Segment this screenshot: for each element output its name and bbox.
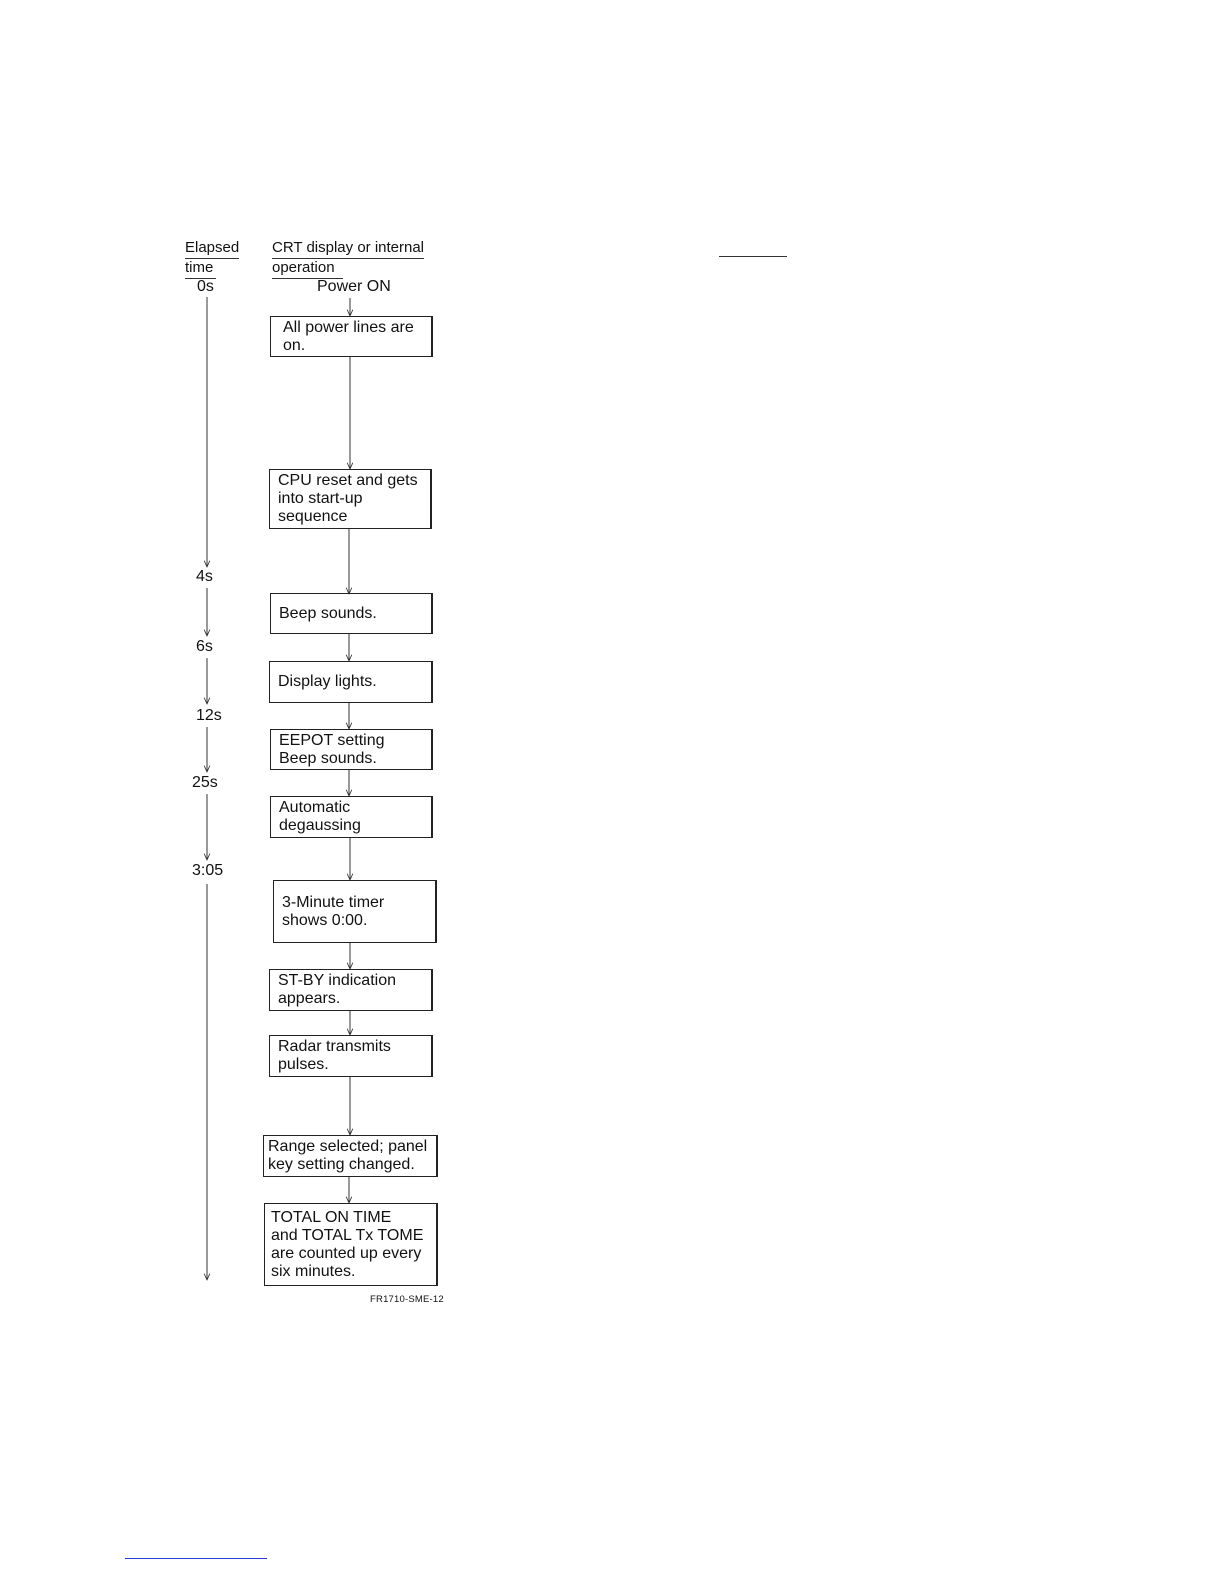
footer-rule <box>125 1558 267 1559</box>
step-line: ST-BY indication <box>278 972 396 989</box>
step-cpu-reset <box>269 469 432 529</box>
step-line: are counted up every <box>271 1244 422 1262</box>
step-beep-sounds <box>270 593 433 634</box>
step-line: and TOTAL Tx TOME <box>271 1226 424 1244</box>
step-line: key setting changed. <box>268 1156 415 1173</box>
step-line: Range selected; panel <box>268 1138 428 1155</box>
step-line: into start-up <box>278 490 363 507</box>
step-line: EEPOT setting <box>279 731 385 749</box>
step-total-on-time <box>264 1203 438 1286</box>
step-automatic-degaussing <box>270 796 433 838</box>
time-label-12s: 12s <box>196 707 222 724</box>
time-label-305: 3:05 <box>192 862 224 879</box>
step-line: Beep sounds. <box>279 749 377 767</box>
step-line: All power lines are <box>283 318 414 336</box>
header-rule <box>719 256 787 257</box>
header-elapsed-line1: Elapsed <box>185 239 239 259</box>
time-label-0s: 0s <box>197 278 214 295</box>
time-label-25s: 25s <box>192 774 218 791</box>
step-3-minute-timer <box>273 880 437 943</box>
step-eepot-setting <box>270 729 433 770</box>
step-line: on. <box>283 336 306 354</box>
step-line: CPU reset and gets <box>278 472 418 489</box>
step-line: 3-Minute timer <box>282 893 385 911</box>
header-crt-line1: CRT display or internal <box>272 239 424 259</box>
time-label-6s: 6s <box>196 638 213 655</box>
step-display-lights <box>269 661 433 703</box>
step-line: Radar transmits <box>278 1038 391 1055</box>
step-line: Automatic <box>279 799 351 816</box>
step-st-by-indication <box>269 969 433 1011</box>
start-label: Power ON <box>317 278 391 295</box>
time-label-4s: 4s <box>196 568 213 585</box>
step-line: TOTAL ON TIME <box>271 1208 392 1226</box>
header-crt-line2: operation <box>272 259 343 279</box>
step-line: appears. <box>278 990 341 1007</box>
step-line: sequence <box>278 508 348 525</box>
step-line: Display lights. <box>278 673 377 690</box>
step-range-selected <box>263 1135 438 1177</box>
header-elapsed <box>185 239 239 279</box>
step-line: Beep sounds. <box>279 604 377 622</box>
figure-code: FR1710-SME-12 <box>370 1294 444 1305</box>
step-power-lines-on <box>270 316 433 357</box>
step-line: six minutes. <box>271 1262 356 1280</box>
header-crt <box>272 239 424 279</box>
step-radar-transmits <box>269 1035 433 1077</box>
header-elapsed-line2: time <box>185 259 216 279</box>
step-line: pulses. <box>278 1056 329 1073</box>
step-line: degaussing <box>279 817 361 834</box>
step-line: shows 0:00. <box>282 911 368 929</box>
